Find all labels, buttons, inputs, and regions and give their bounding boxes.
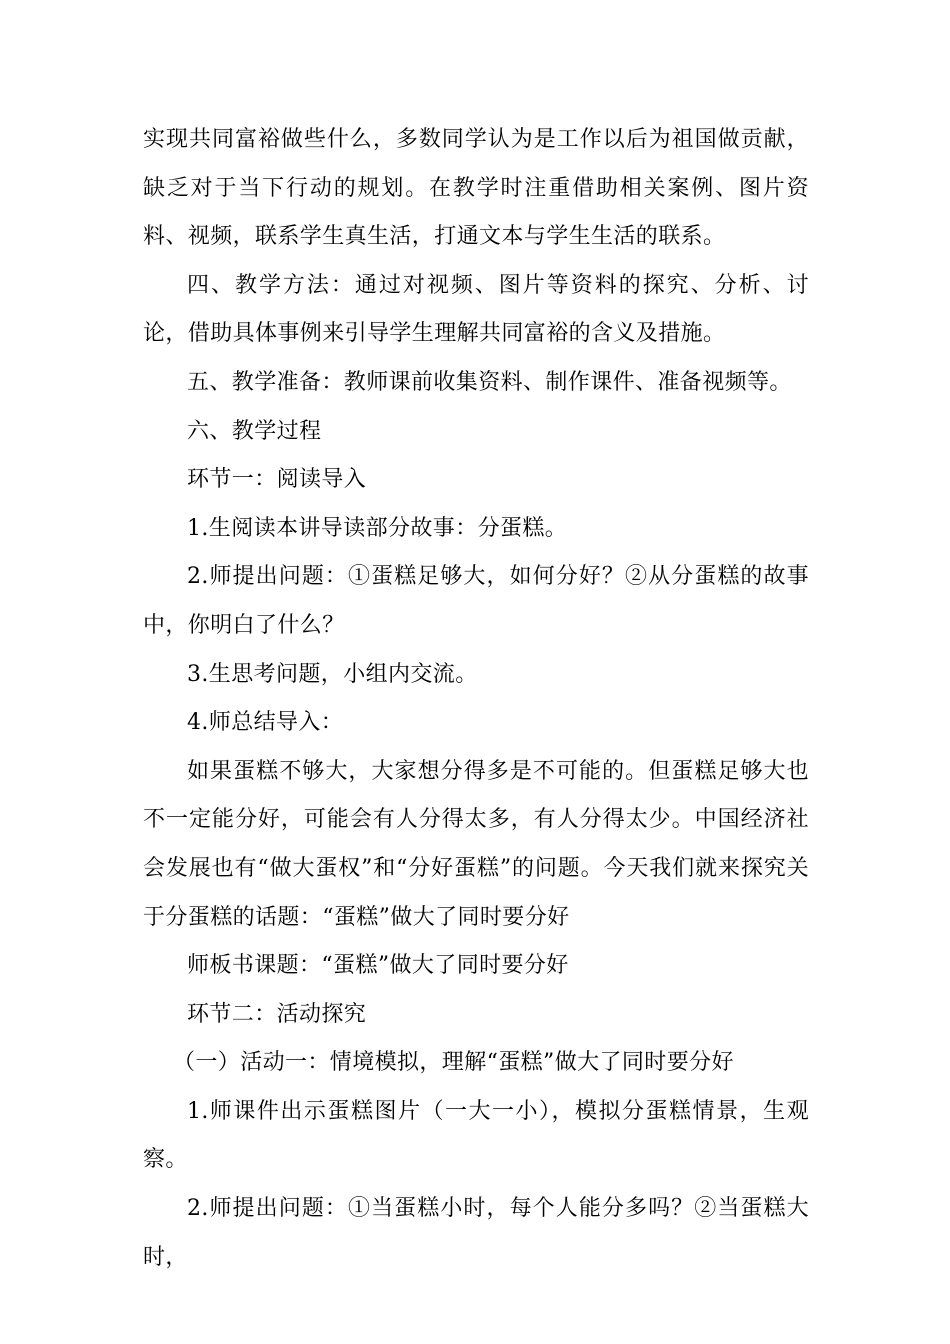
list-item-4: 4.师总结导入：: [187, 710, 344, 736]
paragraph-teaching-preparation: 五、教学准备：教师课前收集资料、制作课件、准备视频等。: [187, 369, 792, 395]
paragraph-teaching-methods: 四、教学方法：通过对视频、图片等资料的探究、分析、讨论，借助具体事例来引导学生理解共同富裕的含义及措施。: [143, 272, 809, 347]
activity-list-item-1: 1.师课件出示蛋糕图片（一大一小），模拟分蛋糕情景，生观察。: [143, 1098, 809, 1173]
list-item-3: 3.生思考问题，小组内交流。: [187, 661, 478, 687]
paragraph-summary-intro: 如果蛋糕不够大，大家想分得多是不可能的。但蛋糕足够大也不一定能分好，可能会有人分得太多，有人分得太少。中国经济社会发展也有“做大蛋权”和“分好蛋糕”的问题。今天我们就来探究关于分蛋糕的话题：“蛋糕”做大了同时要分好: [143, 758, 809, 930]
step-heading-reading-intro: 环节一：阅读导入: [187, 467, 367, 493]
list-item-2: 2.师提出问题：①蛋糕足够大，如何分好？②从分蛋糕的故事中，你明白了什么？: [143, 564, 809, 638]
document-body: [143, 116, 809, 1282]
step-heading-activity: 环节二：活动探究: [187, 1001, 367, 1027]
paragraph-board-title: 师板书课题：“蛋糕”做大了同时要分好: [187, 953, 569, 979]
paragraph-continuation: 实现共同富裕做些什么，多数同学认为是工作以后为祖国做贡献，缺乏对于当下行动的规划。在教学时注重借助相关案例、图片资料、视频，联系学生真生活，打通文本与学生生活的联系。: [143, 127, 809, 250]
section-heading-teaching-process: 六、教学过程: [187, 418, 322, 444]
activity-one-heading: （一）活动一：情境模拟，理解“蛋糕”做大了同时要分好: [173, 1050, 734, 1076]
activity-list-item-2: 2.师提出问题：①当蛋糕小时，每个人能分多吗？②当蛋糕大时，: [143, 1196, 809, 1270]
list-item-1: 1.生阅读本讲导读部分故事：分蛋糕。: [187, 515, 568, 541]
